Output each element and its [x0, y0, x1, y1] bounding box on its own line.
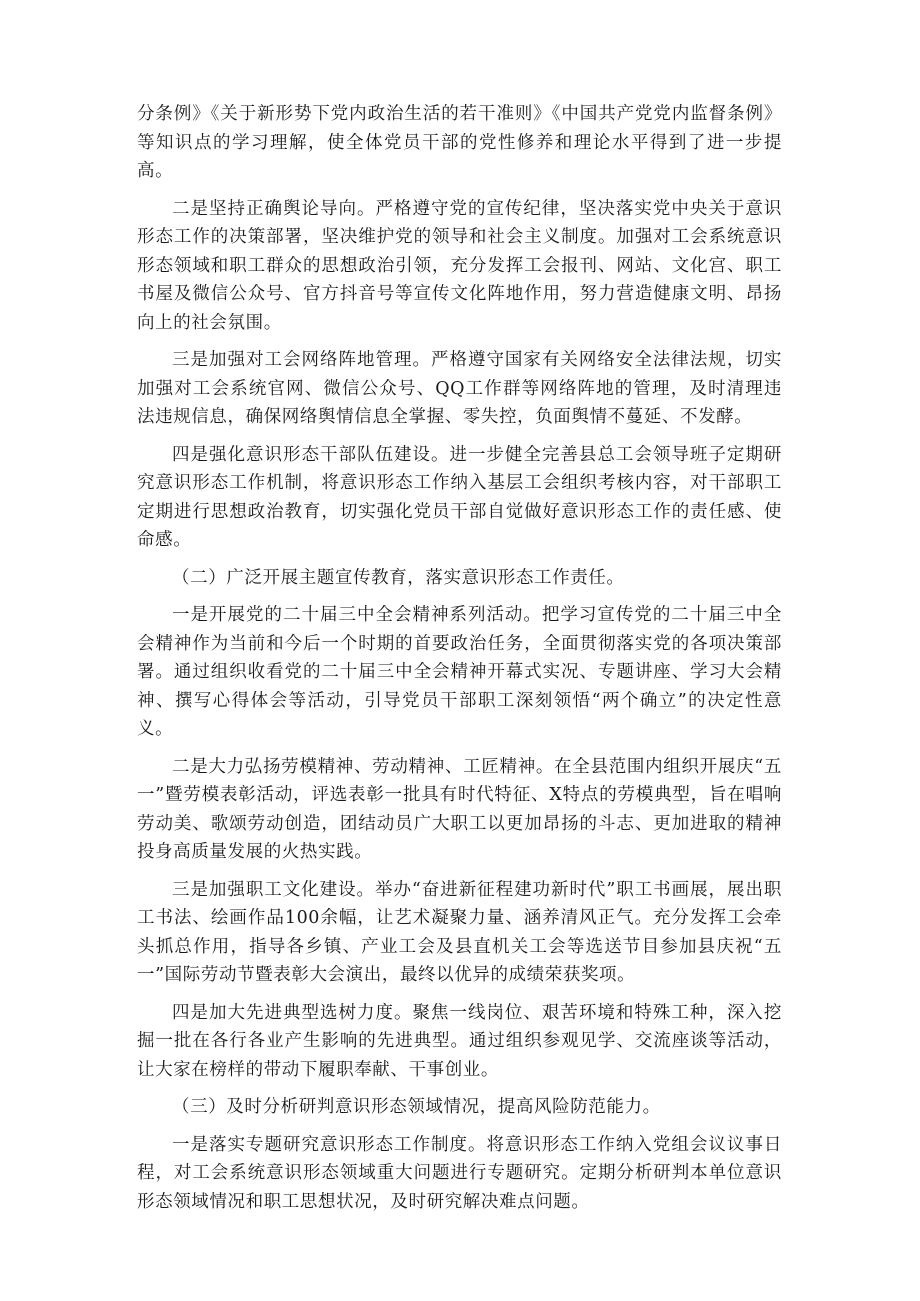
- paragraph-model-worker-spirit: 二是大力弘扬劳模精神、劳动精神、工匠精神。在全县范围内组织开展庆“五一”暨劳模表彰活动，评选表彰一批具有时代特征、X特点的劳模典型，旨在唱响劳动美、歌颂劳动创造，团结动员广大职工以更加昂扬的斗志、更加进取的精神投身高质量发展的火热实践。: [137, 756, 782, 862]
- paragraph-advanced-models: 四是加大先进典型选树力度。聚焦一线岗位、艰苦环境和特殊工种，深入挖掘一批在各行各业产生影响的先进典型。通过组织参观见学、交流座谈等活动，让大家在榜样的带动下履职奉献、干事创业。: [137, 1002, 782, 1080]
- paragraph-public-opinion: 二是坚持正确舆论导向。严格遵守党的宣传纪律，坚决落实党中央关于意识形态工作的决策部署，坚决维护党的领导和社会主义制度。加强对工会系统意识形态领域和职工群众的思想政治引领，充分发挥工会报刊、网站、文化宫、职工书屋及微信公众号、官方抖音号等宣传文化阵地作用，努力营造健康文明、昂扬向上的社会氛围。: [137, 198, 782, 333]
- paragraph-continuation: 分条例》《关于新形势下党内政治生活的若干准则》《中国共产党党内监督条例》等知识点的学习理解，使全体党员干部的党性修养和理论水平得到了进一步提高。: [137, 104, 782, 181]
- document-body: [137, 100, 782, 1225]
- paragraph-cadre-team: 四是强化意识形态干部队伍建设。进一步健全完善县总工会领导班子定期研究意识形态工作机制，将意识形态工作纳入基层工会组织考核内容，对干部职工定期进行思想政治教育，切实强化党员干部自觉做好意识形态工作的责任感、使命感。: [137, 444, 782, 550]
- paragraph-plenum-activities: 一是开展党的二十届三中全会精神系列活动。把学习宣传党的二十届三中全会精神作为当前和今后一个时期的首要政治任务，全面贯彻落实党的各项决策部署。通过组织收看党的二十届三中全会精神开幕式实况、专题讲座、学习大会精神、撰写心得体会等活动，引导党员干部职工深刻领悟“两个确立”的决定性意义。: [137, 605, 782, 739]
- section-heading-2: （二）广泛开展主题宣传教育，落实意识形态工作责任。: [172, 567, 625, 588]
- paragraph-special-research: 一是落实专题研究意识形态工作制度。将意识形态工作纳入党组会议议事日程，对工会系统意识形态领域重大问题进行专题研究。定期分析研判本单位意识形态领域情况和职工思想状况，及时研究解决难点问题。: [137, 1134, 782, 1212]
- section-heading-3: （三）及时分析研判意识形态领域情况，提高风险防范能力。: [172, 1097, 661, 1117]
- paragraph-network-management: 三是加强对工会网络阵地管理。严格遵守国家有关网络安全法律法规，切实加强对工会系统官网、微信公众号、QQ工作群等网络阵地的管理，及时清理违法违规信息，确保网络舆情信息全掌握、零失控，负面舆情不蔓延、不发酵。: [137, 350, 782, 427]
- paragraph-worker-culture: 三是加强职工文化建设。举办“奋进新征程建功新时代”职工书画展，展出职工书法、绘画作品100余幅，让艺术凝聚力量、涵养清风正气。充分发挥工会牵头抓总作用，指导各乡镇、产业工会及县直机关工会等选送节目参加县庆祝“五一”国际劳动节暨表彰大会演出，最终以优异的成绩荣获奖项。: [137, 879, 782, 985]
